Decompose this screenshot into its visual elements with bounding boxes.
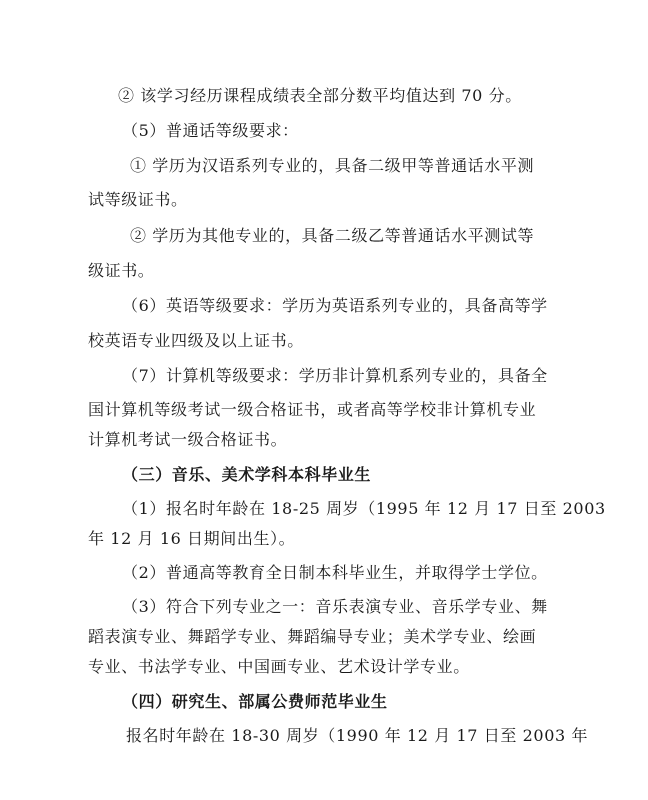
text-line-mandarin-other: ② 学历为其他专业的，具备二级乙等普通话水平测试等 bbox=[130, 226, 535, 245]
section-heading-music-art: （三）音乐、美术学科本科毕业生 bbox=[122, 465, 372, 484]
text-line-major-requirement-cont2: 专业、书法学专业、中国画专业、艺术设计学专业。 bbox=[88, 657, 470, 676]
text-line-computer-requirement: （7）计算机等级要求：学历非计算机系列专业的，具备全 bbox=[122, 366, 548, 385]
text-line-mandarin-other-cont: 级证书。 bbox=[88, 261, 155, 280]
text-line-computer-requirement-cont2: 计算机考试一级合格证书。 bbox=[88, 430, 288, 449]
text-line-major-requirement: （3）符合下列专业之一：音乐表演专业、音乐学专业、舞 bbox=[122, 597, 548, 616]
text-line-computer-requirement-cont1: 国计算机等级考试一级合格证书，或者高等学校非计算机专业 bbox=[88, 400, 537, 419]
section-heading-graduate-normal: （四）研究生、部属公费师范毕业生 bbox=[122, 692, 388, 711]
text-line-mandarin-chinese: ① 学历为汉语系列专业的，具备二级甲等普通话水平测 bbox=[130, 156, 535, 175]
text-line-mandarin-heading: （5）普通话等级要求： bbox=[122, 121, 299, 140]
text-line-average-score: ② 该学习经历课程成绩表全部分数平均值达到 70 分。 bbox=[118, 86, 522, 105]
text-line-graduate-age: 报名时年龄在 18-30 周岁（1990 年 12 月 17 日至 2003 年 bbox=[126, 726, 589, 745]
text-line-age-requirement: （1）报名时年龄在 18-25 周岁（1995 年 12 月 17 日至 2003 bbox=[122, 499, 606, 518]
text-line-major-requirement-cont1: 蹈表演专业、舞蹈学专业、舞蹈编导专业；美术学专业、绘画 bbox=[88, 627, 537, 646]
text-line-age-requirement-cont: 年 12 月 16 日期间出生）。 bbox=[88, 529, 296, 548]
text-line-english-requirement: （6）英语等级要求：学历为英语系列专业的，具备高等学 bbox=[122, 296, 548, 315]
text-line-degree-requirement: （2）普通高等教育全日制本科毕业生，并取得学士学位。 bbox=[122, 563, 548, 582]
text-line-english-requirement-cont: 校英语专业四级及以上证书。 bbox=[88, 331, 304, 350]
text-line-mandarin-chinese-cont: 试等级证书。 bbox=[88, 190, 188, 209]
